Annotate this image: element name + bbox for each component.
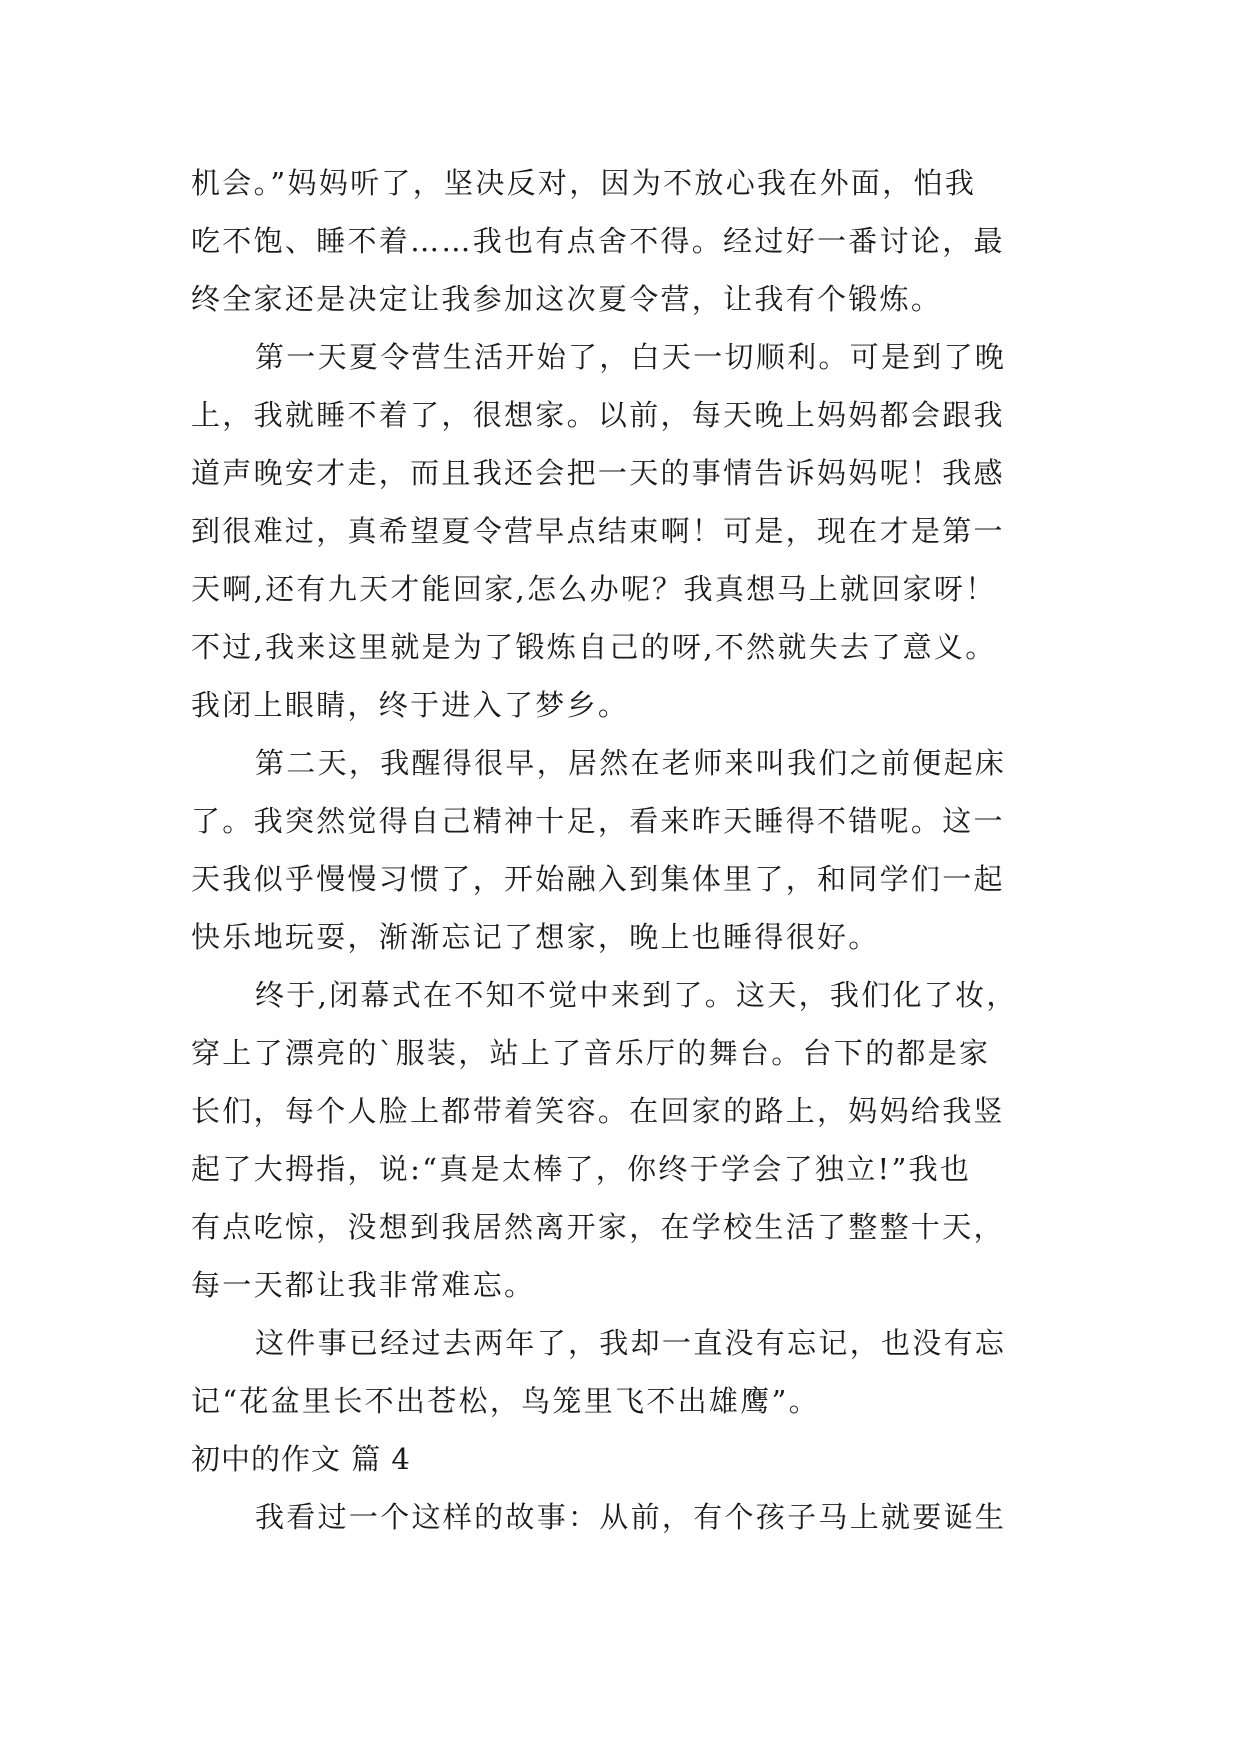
text-line: 机会。”妈妈听了，坚决反对，因为不放心我在外面，怕我 bbox=[191, 166, 977, 200]
paragraph-first-line: 这件事已经过去两年了，我却一直没有忘记，也没有忘 bbox=[255, 1326, 1007, 1360]
text-line: 终全家还是决定让我参加这次夏令营，让我有个锻炼。 bbox=[191, 282, 943, 316]
text-line: 长们，每个人脸上都带着笑容。在回家的路上，妈妈给我竖 bbox=[191, 1094, 1005, 1128]
paragraph-first-line: 第二天，我醒得很早，居然在老师来叫我们之前便起床 bbox=[255, 746, 1007, 780]
text-line: 上，我就睡不着了，很想家。以前，每天晚上妈妈都会跟我 bbox=[191, 398, 1005, 432]
text-line: 了。我突然觉得自己精神十足，看来昨天睡得不错呢。这一 bbox=[191, 804, 1005, 838]
text-line: 穿上了漂亮的`服装，站上了音乐厅的舞台。台下的都是家 bbox=[191, 1036, 991, 1070]
paragraph-first-line: 第一天夏令营生活开始了，白天一切顺利。可是到了晚 bbox=[255, 340, 1007, 374]
document-page bbox=[191, 154, 1063, 1546]
text-line: 有点吃惊，没想到我居然离开家，在学校生活了整整十天， bbox=[191, 1210, 1005, 1244]
text-line: 起了大拇指，说:“真是太棒了，你终于学会了独立!”我也 bbox=[191, 1152, 972, 1186]
text-line: 天我似乎慢慢习惯了，开始融入到集体里了，和同学们一起 bbox=[191, 862, 1005, 896]
text-line: 道声晚安才走，而且我还会把一天的事情告诉妈妈呢！我感 bbox=[191, 456, 1005, 490]
text-line: 每一天都让我非常难忘。 bbox=[191, 1268, 536, 1302]
paragraph-first-line: 终于,闭幕式在不知不觉中来到了。这天，我们化了妆， bbox=[255, 978, 1018, 1012]
text-line: 吃不饱、睡不着……我也有点舍不得。经过好一番讨论，最 bbox=[191, 224, 1005, 258]
text-line: 快乐地玩耍，渐渐忘记了想家，晚上也睡得很好。 bbox=[191, 920, 880, 954]
paragraph-first-line: 我看过一个这样的故事：从前，有个孩子马上就要诞生 bbox=[255, 1500, 1007, 1534]
text-line: 到很难过，真希望夏令营早点结束啊！可是，现在才是第一 bbox=[191, 514, 1005, 548]
text-line: 不过,我来这里就是为了锻炼自己的呀,不然就失去了意义。 bbox=[191, 630, 997, 664]
section-heading: 初中的作文 篇 4 bbox=[191, 1442, 411, 1476]
text-line: 记“花盆里长不出苍松，鸟笼里飞不出雄鹰”。 bbox=[191, 1384, 820, 1418]
text-line: 我闭上眼睛，终于进入了梦乡。 bbox=[191, 688, 630, 722]
text-line: 天啊,还有九天才能回家,怎么办呢？我真想马上就回家呀！ bbox=[191, 572, 997, 606]
